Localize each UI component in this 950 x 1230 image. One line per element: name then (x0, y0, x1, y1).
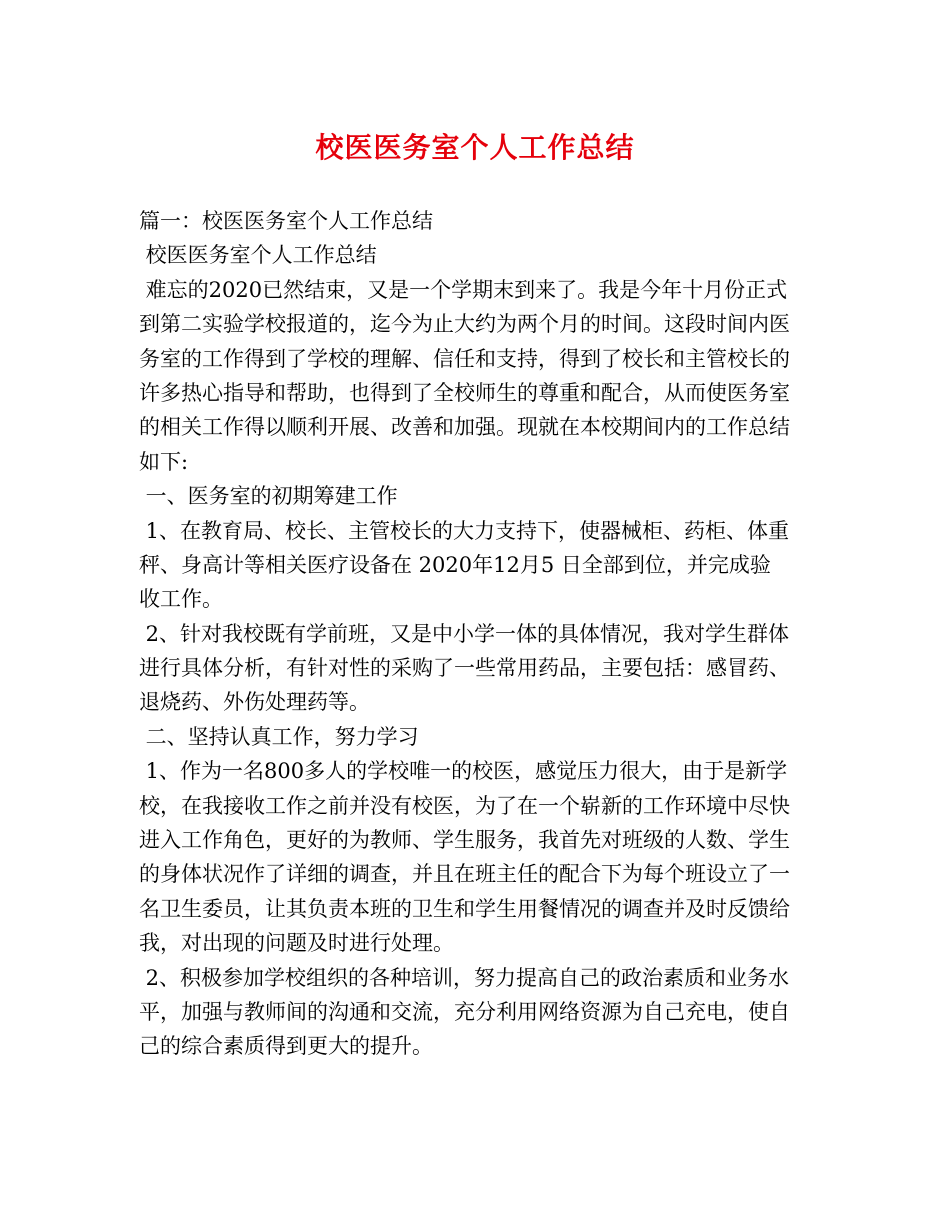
body-line: 的身体状况作了详细的调查，并且在班主任的配合下为每个班设立了一 (139, 862, 790, 887)
document-title: 校医医务室个人工作总结 (315, 131, 635, 164)
document-body (139, 204, 815, 1064)
section-heading: 一、医务室的初期筹建工作 (139, 484, 398, 509)
body-line: 篇一：校医医务室个人工作总结 (139, 209, 433, 233)
body-line: 退烧药、外伤处理药等。 (139, 690, 370, 715)
body-line: 己的综合素质得到更大的提升。 (139, 1034, 433, 1059)
body-line: 校，在我接收工作之前并没有校医，为了在一个崭新的工作环境中尽快 (139, 793, 790, 818)
body-line: 校医医务室个人工作总结 (139, 243, 377, 268)
body-line: 如下: (139, 449, 189, 474)
body-line: 秤、身高计等相关医疗设备在 2020年12月5 日全部到位，并完成验 (139, 552, 771, 577)
body-line: 我，对出现的问题及时进行处理。 (139, 931, 454, 956)
body-line: 收工作。 (139, 587, 223, 612)
body-line: 许多热心指导和帮助，也得到了全校师生的尊重和配合，从而使医务室 (139, 380, 790, 405)
body-line: 1、在教育局、校长、主管校长的大力支持下，使器械柜、药柜、体重 (139, 518, 790, 543)
body-line: 到第二实验学校报道的，迄今为止大约为两个月的时间。这段时间内医 (139, 312, 790, 337)
section-heading: 二、坚持认真工作，努力学习 (139, 724, 419, 749)
body-line: 难忘的2020已然结束，又是一个学期末到来了。我是今年十月份正式 (139, 277, 788, 302)
body-line: 平，加强与教师间的沟通和交流，充分利用网络资源为自己充电，使自 (139, 999, 790, 1024)
body-line: 1、作为一名800多人的学校唯一的校医，感觉压力很大，由于是新学 (139, 759, 788, 784)
body-line: 2、积极参加学校组织的各种培训，努力提高自己的政治素质和业务水 (139, 965, 790, 990)
body-line: 名卫生委员，让其负责本班的卫生和学生用餐情况的调查并及时反馈给 (139, 896, 790, 921)
body-line: 务室的工作得到了学校的理解、信任和支持，得到了校长和主管校长的 (139, 346, 790, 371)
body-line: 2、针对我校既有学前班，又是中小学一体的具体情况，我对学生群体 (139, 621, 790, 646)
body-line: 的相关工作得以顺利开展、改善和加强。现就在本校期间内的工作总结 (139, 415, 790, 440)
body-line: 进入工作角色，更好的为教师、学生服务，我首先对班级的人数、学生 (139, 828, 790, 853)
body-line: 进行具体分析，有针对性的采购了一些常用药品，主要包括：感冒药、 (139, 656, 790, 681)
